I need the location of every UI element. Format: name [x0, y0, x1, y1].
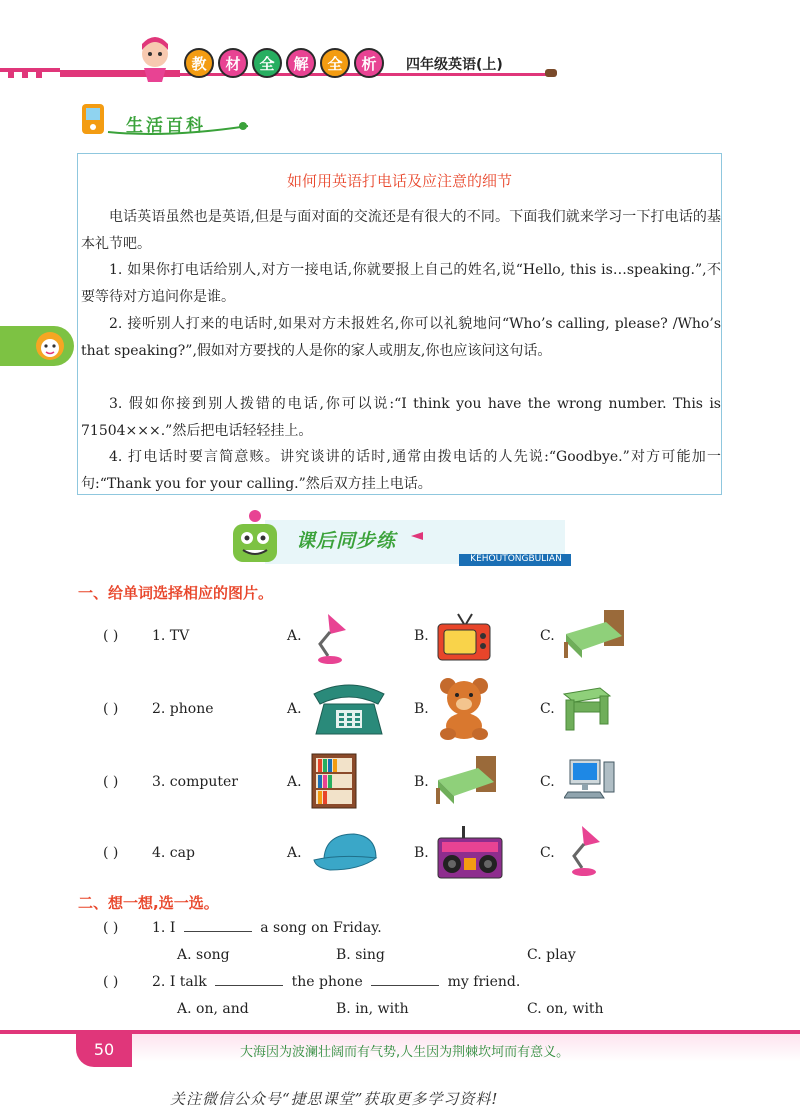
cap-icon [310, 830, 382, 872]
option-a[interactable]: A. song [177, 947, 230, 963]
teddy-bear-icon [436, 676, 492, 740]
article-paragraph: 1. 如果你打电话给别人,对方一接电话,你就要报上自己的姓名,说“Hello, this is…speaking.”,不要等待对方追问你是谁。 [81, 262, 721, 305]
desk-icon [560, 684, 612, 732]
lamp-icon [560, 822, 606, 878]
computer-icon [564, 758, 616, 802]
side-tab-mascot-icon [30, 326, 70, 366]
fill-blank[interactable] [184, 931, 252, 932]
question-label: 2. phone [152, 701, 214, 717]
option-b[interactable]: B. [414, 628, 429, 644]
question-text: I talk [169, 974, 207, 990]
answer-blank[interactable]: ( ) [103, 974, 119, 990]
answer-blank[interactable]: ( ) [103, 920, 119, 936]
option-c[interactable]: C. [540, 628, 555, 644]
bookshelf-icon [308, 752, 360, 810]
title-char: 教 [184, 48, 214, 78]
question-label: 4. cap [152, 845, 195, 861]
banner-title: 课后同步练 [296, 530, 397, 552]
exercise2-heading: 二、想一想,选一选。 [78, 894, 219, 912]
title-char: 析 [354, 48, 384, 78]
title-char: 材 [218, 48, 248, 78]
book-subtitle: 四年级英语(上) [406, 57, 503, 73]
option-b[interactable]: B. [414, 701, 429, 717]
question-label: 1. TV [152, 628, 190, 644]
question-sentence [152, 920, 382, 936]
question-number: 1. [152, 920, 166, 936]
question-label: 3. computer [152, 774, 238, 790]
tv-icon [436, 610, 492, 664]
header-decorative-bar [0, 66, 800, 78]
option-b[interactable]: B. in, with [336, 1001, 409, 1017]
page-number: 50 [76, 1031, 132, 1067]
article-paragraph: 2. 接听别人打来的电话时,如果对方未报姓名,你可以礼貌地问“Who’s calling, please? /Who’s that speaking?”,假如对方要找的人是你的家人或朋友,你也应该问这句话。 [81, 316, 721, 359]
title-char: 解 [286, 48, 316, 78]
footer-motto: 大海因为波澜壮阔而有气势,人生因为荆棘坎坷而有意义。 [240, 1045, 570, 1060]
option-b[interactable]: B. [414, 774, 429, 790]
bed-icon [432, 752, 500, 810]
lamp-icon [306, 610, 352, 666]
fill-blank[interactable] [371, 985, 439, 986]
option-a[interactable]: A. [287, 845, 302, 861]
title-char: 全 [252, 48, 282, 78]
watermark-text: 关注微信公众号“捷思课堂”获取更多学习资料! [170, 1090, 499, 1108]
question-text: a song on Friday. [260, 920, 382, 936]
article-paragraph: 4. 打电话时要言简意赅。讲究谈讲的话时,通常由拨电话的人先说:“Goodbye.”对方可能加一句:“Thank you for your calling.”然后双方挂上电话。 [81, 449, 721, 492]
answer-blank[interactable]: ( ) [103, 701, 119, 717]
option-b[interactable]: B. [414, 845, 429, 861]
option-a[interactable]: A. on, and [177, 1001, 249, 1017]
option-a[interactable]: A. [287, 701, 302, 717]
bed-icon [560, 606, 628, 664]
article-paragraph: 3. 假如你接到别人拨错的电话,你可以说:“I think you have the wrong number. This is 71504×××.”然后把电话轻轻挂上。 [81, 396, 721, 439]
header-mascot-icon [130, 34, 180, 84]
question-text: I [169, 920, 176, 936]
option-a[interactable]: A. [287, 774, 302, 790]
banner-pinyin: KEHOUTONGBULIAN [470, 554, 562, 564]
option-c[interactable]: C. play [527, 947, 576, 963]
question-text: my friend. [447, 974, 521, 990]
option-a[interactable]: A. [287, 628, 302, 644]
radio-icon [432, 824, 508, 880]
answer-blank[interactable]: ( ) [103, 628, 119, 644]
option-c[interactable]: C. [540, 701, 555, 717]
fill-blank[interactable] [215, 985, 283, 986]
option-c[interactable]: C. [540, 774, 555, 790]
question-sentence [152, 974, 520, 990]
question-number: 2. [152, 974, 166, 990]
book-title [184, 48, 384, 78]
article-title: 如何用英语打电话及应注意的细节 [286, 172, 512, 190]
side-tab [0, 326, 74, 366]
answer-blank[interactable]: ( ) [103, 774, 119, 790]
article-paragraph: 电话英语虽然也是英语,但是与面对面的交流还是有很大的不同。下面我们就来学习一下打电话的基本礼节吧。 [81, 209, 721, 252]
section-tag-label: 生活百科 [126, 116, 206, 136]
question-text: the phone [291, 974, 363, 990]
telephone-icon [308, 680, 390, 738]
answer-blank[interactable]: ( ) [103, 845, 119, 861]
option-b[interactable]: B. sing [336, 947, 385, 963]
option-c[interactable]: C. [540, 845, 555, 861]
exercise1-heading: 一、给单词选择相应的图片。 [78, 584, 274, 602]
title-char: 全 [320, 48, 350, 78]
option-c[interactable]: C. on, with [527, 1001, 604, 1017]
